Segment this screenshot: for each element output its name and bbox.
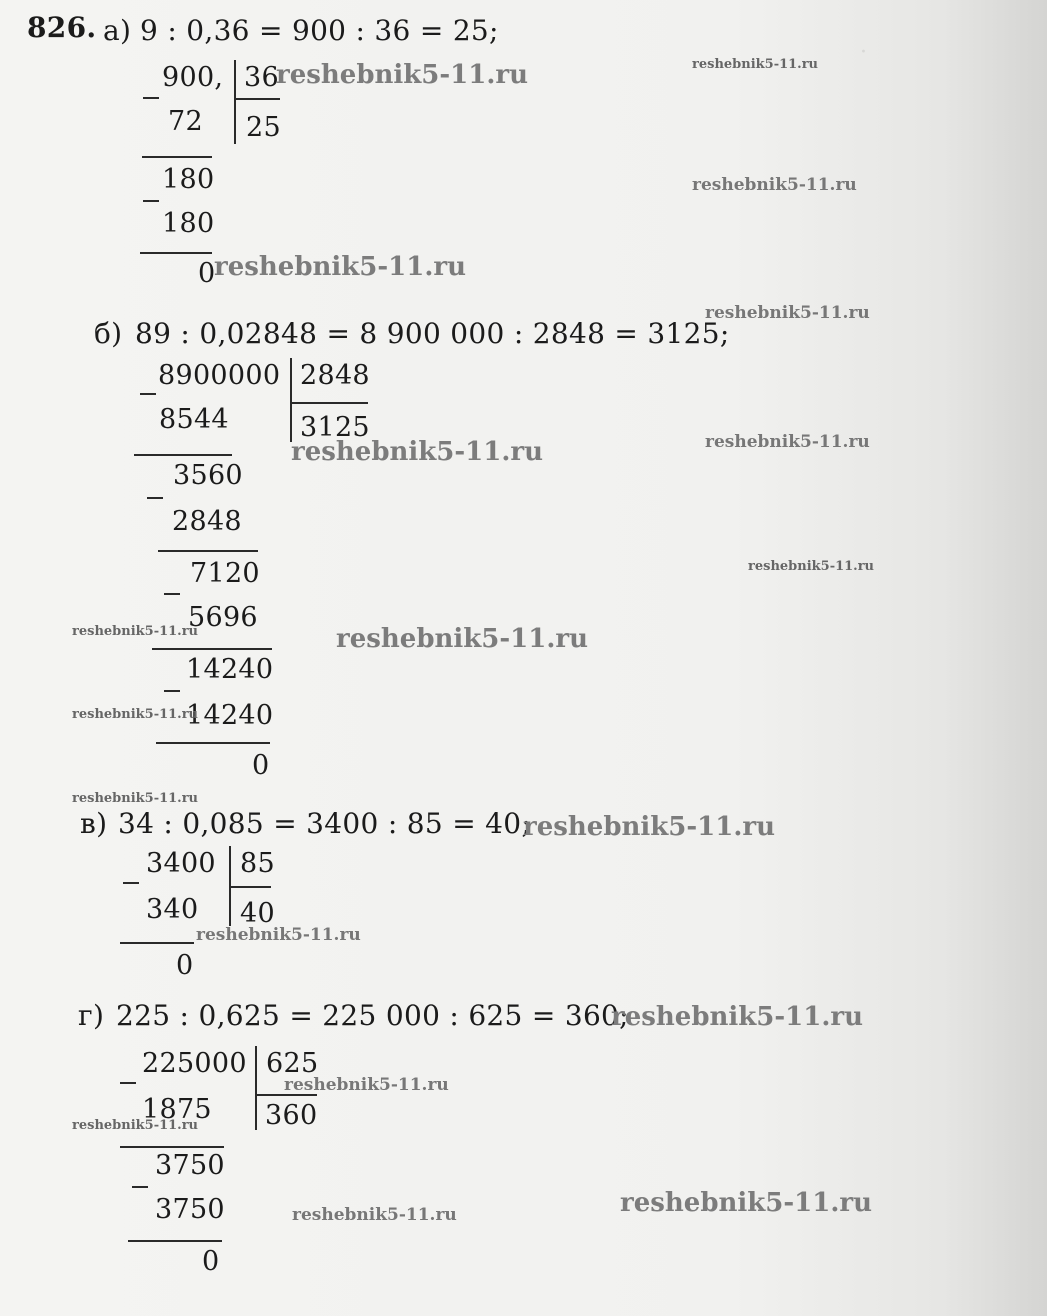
watermark: reshebnik5-11.ru <box>292 1205 457 1225</box>
part-a-dividend: 900, <box>162 62 224 93</box>
quotient-line <box>292 402 368 404</box>
watermark: reshebnik5-11.ru <box>214 252 467 282</box>
watermark: reshebnik5-11.ru <box>692 175 857 195</box>
minus-sign <box>147 497 163 499</box>
minus-sign <box>164 690 180 692</box>
part-b-step: 5696 <box>188 602 258 633</box>
part-b-equation: 89 : 0,02848 = 8 900 000 : 2848 = 3125; <box>135 317 730 350</box>
minus-sign <box>140 393 156 395</box>
bleed-through-text: · <box>860 40 867 65</box>
subtraction-line <box>120 942 194 944</box>
subtraction-line <box>156 742 270 744</box>
watermark: reshebnik5-11.ru <box>72 791 199 806</box>
part-a-quotient: 25 <box>246 112 281 143</box>
part-v-step: 340 <box>146 894 199 925</box>
minus-sign <box>132 1186 148 1188</box>
part-g-step: 3750 <box>155 1150 225 1181</box>
subtraction-line <box>134 454 232 456</box>
division-bracket <box>255 1046 257 1130</box>
part-g-label: г) <box>78 999 105 1032</box>
minus-sign <box>120 1082 136 1084</box>
part-g-equation: 225 : 0,625 = 225 000 : 625 = 360; <box>116 999 629 1032</box>
watermark: reshebnik5-11.ru <box>72 1118 199 1133</box>
part-a-remainder: 0 <box>198 258 216 289</box>
part-a-label: а) <box>103 14 132 47</box>
minus-sign <box>143 200 159 202</box>
subtraction-line <box>128 1240 222 1242</box>
watermark: reshebnik5-11.ru <box>705 432 870 452</box>
part-b-step: 14240 <box>186 700 274 731</box>
part-g-dividend: 225000 <box>142 1048 247 1079</box>
watermark: reshebnik5-11.ru <box>72 707 199 722</box>
problem-number: 826. <box>27 11 97 44</box>
part-b-step: 2848 <box>172 506 242 537</box>
minus-sign <box>164 593 180 595</box>
part-g-step: 1875 <box>142 1094 212 1125</box>
subtraction-line <box>152 648 272 650</box>
subtraction-line <box>158 550 258 552</box>
part-b-dividend: 8900000 <box>158 360 281 391</box>
minus-sign <box>123 882 139 884</box>
watermark: reshebnik5-11.ru <box>196 925 361 945</box>
watermark: reshebnik5-11.ru <box>620 1188 873 1218</box>
division-bracket <box>234 60 236 144</box>
part-b-label: б) <box>94 317 123 350</box>
watermark: reshebnik5-11.ru <box>611 1002 864 1032</box>
quotient-line <box>231 886 271 888</box>
subtraction-line <box>142 156 212 158</box>
part-b-step: 3560 <box>173 460 243 491</box>
subtraction-line <box>140 252 212 254</box>
watermark: reshebnik5-11.ru <box>523 812 776 842</box>
part-v-remainder: 0 <box>176 950 194 981</box>
watermark: reshebnik5-11.ru <box>336 624 589 654</box>
part-a-equation: 9 : 0,36 = 900 : 36 = 25; <box>140 14 499 47</box>
part-a-step: 180 <box>162 164 215 195</box>
watermark: reshebnik5-11.ru <box>291 437 544 467</box>
part-v-equation: 34 : 0,085 = 3400 : 85 = 40; <box>118 807 532 840</box>
part-v-quotient: 40 <box>240 898 275 929</box>
minus-sign <box>143 97 159 99</box>
part-a-divisor: 36 <box>244 62 279 93</box>
watermark: reshebnik5-11.ru <box>705 303 870 323</box>
part-v-label: в) <box>80 807 108 840</box>
part-b-step: 7120 <box>190 558 260 589</box>
part-g-divisor: 625 <box>266 1048 319 1079</box>
part-b-quotient: 3125 <box>300 412 370 443</box>
part-g-quotient: 360 <box>265 1100 318 1131</box>
watermark: reshebnik5-11.ru <box>284 1075 449 1095</box>
subtraction-line <box>120 1146 224 1148</box>
watermark: reshebnik5-11.ru <box>72 624 199 639</box>
quotient-line <box>236 98 280 100</box>
part-b-step: 8544 <box>159 404 229 435</box>
part-v-dividend: 3400 <box>146 848 216 879</box>
watermark: reshebnik5-11.ru <box>692 57 819 72</box>
part-g-remainder: 0 <box>202 1246 220 1277</box>
part-b-divisor: 2848 <box>300 360 370 391</box>
part-b-step: 14240 <box>186 654 274 685</box>
part-g-step: 3750 <box>155 1194 225 1225</box>
division-bracket <box>290 358 292 442</box>
part-b-remainder: 0 <box>252 750 270 781</box>
watermark: reshebnik5-11.ru <box>276 60 529 90</box>
watermark: reshebnik5-11.ru <box>748 559 875 574</box>
part-a-step: 72 <box>168 106 203 137</box>
part-v-divisor: 85 <box>240 848 275 879</box>
part-a-step: 180 <box>162 208 215 239</box>
